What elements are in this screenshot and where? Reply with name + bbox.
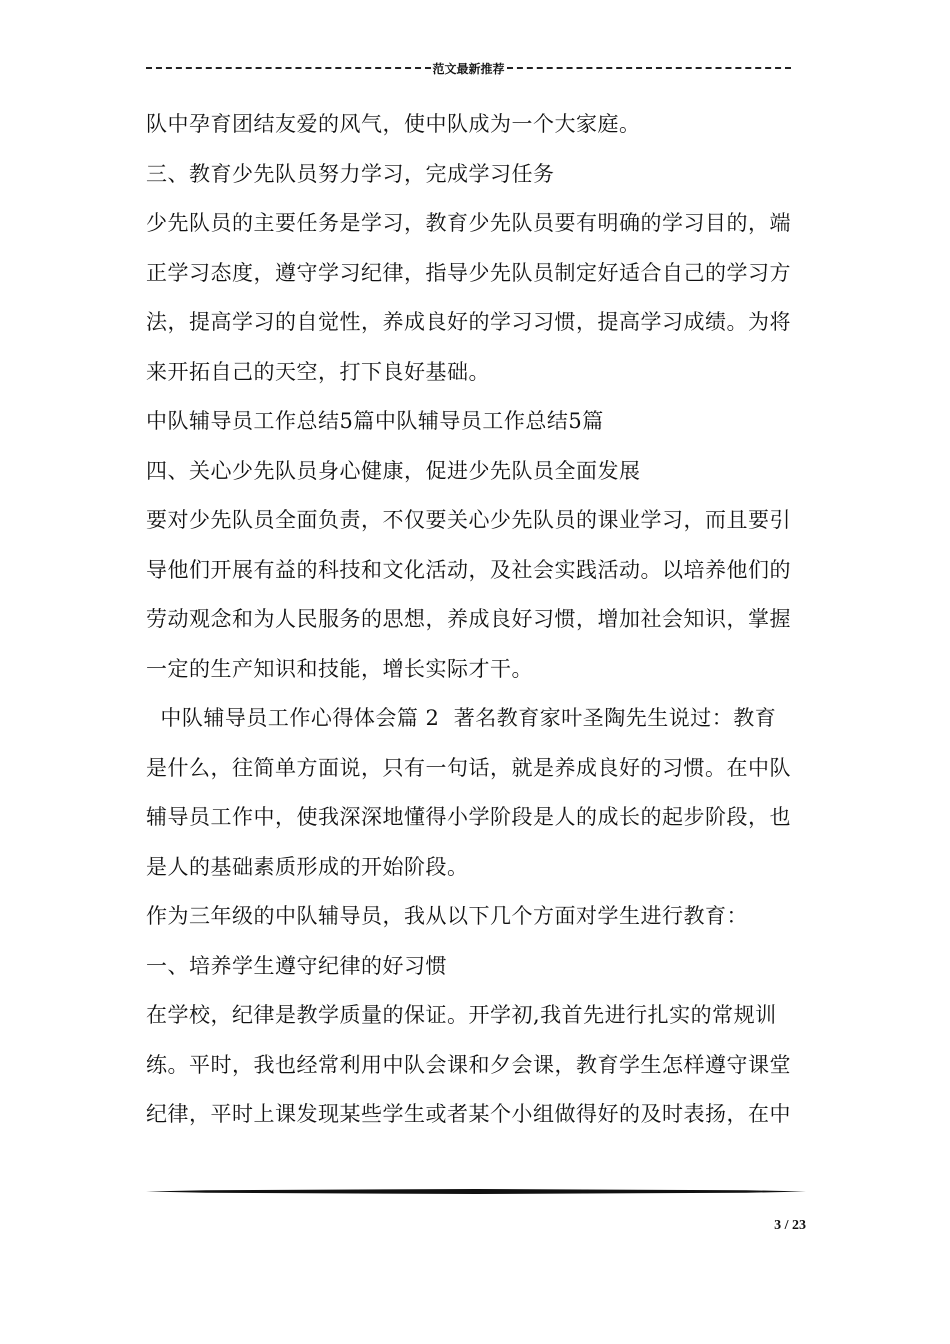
- text-line: 正学习态度，遵守学习纪律，指导少先队员制定好适合自己的学习方: [146, 260, 791, 285]
- text-line: 劳动观念和为人民服务的思想，养成良好习惯，增加社会知识，掌握: [146, 607, 791, 631]
- text-line: 法，提高学习的自觉性，养成良好的学习习惯，提高学习成绩。为将: [146, 310, 791, 334]
- text-line: 是人的基础素质形成的开始阶段。: [146, 854, 469, 879]
- text-line: 辅导员工作中，使我深深地懂得小学阶段是人的成长的起步阶段，也: [146, 805, 791, 829]
- section-heading: 一、培养学生遵守纪律的好习惯: [146, 953, 447, 978]
- text-line: 队中孕育团结友爱的风气，使中队成为一个大家庭。: [146, 112, 641, 136]
- text-line: 练。平时，我也经常利用中队会课和夕会课，教育学生怎样遵守课堂: [146, 1052, 791, 1077]
- text-line: 纪律，平时上课发现某些学生或者某个小组做得好的及时表扬，在中: [146, 1102, 791, 1126]
- text-line: 来开拓自己的天空，打下良好基础。: [146, 359, 490, 384]
- section-heading: 四、关心少先队员身心健康，促进少先队员全面发展: [146, 458, 641, 483]
- text-line: 中队辅导员工作总结5篇中队辅导员工作总结5篇: [146, 409, 604, 433]
- text-line: 要对少先队员全面负责，不仅要关心少先队员的课业学习，而且要引: [146, 508, 791, 532]
- text-line: 导他们开展有益的科技和文化活动，及社会实践活动。以培养他们的: [146, 557, 791, 582]
- header-dash-right: [507, 67, 792, 69]
- footer-divider: [146, 1189, 806, 1194]
- page-header: [146, 60, 791, 76]
- text-line: 少先队员的主要任务是学习，教育少先队员要有明确的学习目的，端: [146, 211, 791, 235]
- header-dash-left: [146, 67, 431, 69]
- text-line: 是什么，往简单方面说，只有一句话，就是养成良好的习惯。在中队: [146, 755, 791, 780]
- section-heading: 三、教育少先队员努力学习，完成学习任务: [146, 161, 555, 186]
- document-body: [146, 100, 816, 1140]
- text-line: 在学校，纪律是教学质量的保证。开学初,我首先进行扎实的常规训: [146, 1003, 777, 1027]
- header-title: 范文最新推荐: [432, 61, 505, 76]
- page-number: 3 / 23: [774, 1218, 806, 1233]
- text-line: 作为三年级的中队辅导员，我从以下几个方面对学生进行教育：: [146, 904, 748, 928]
- text-line: 一定的生产知识和技能，增长实际才干。: [146, 656, 533, 681]
- text-line: 中队辅导员工作心得体会篇 2 著名教育家叶圣陶先生说过：教育: [146, 706, 777, 730]
